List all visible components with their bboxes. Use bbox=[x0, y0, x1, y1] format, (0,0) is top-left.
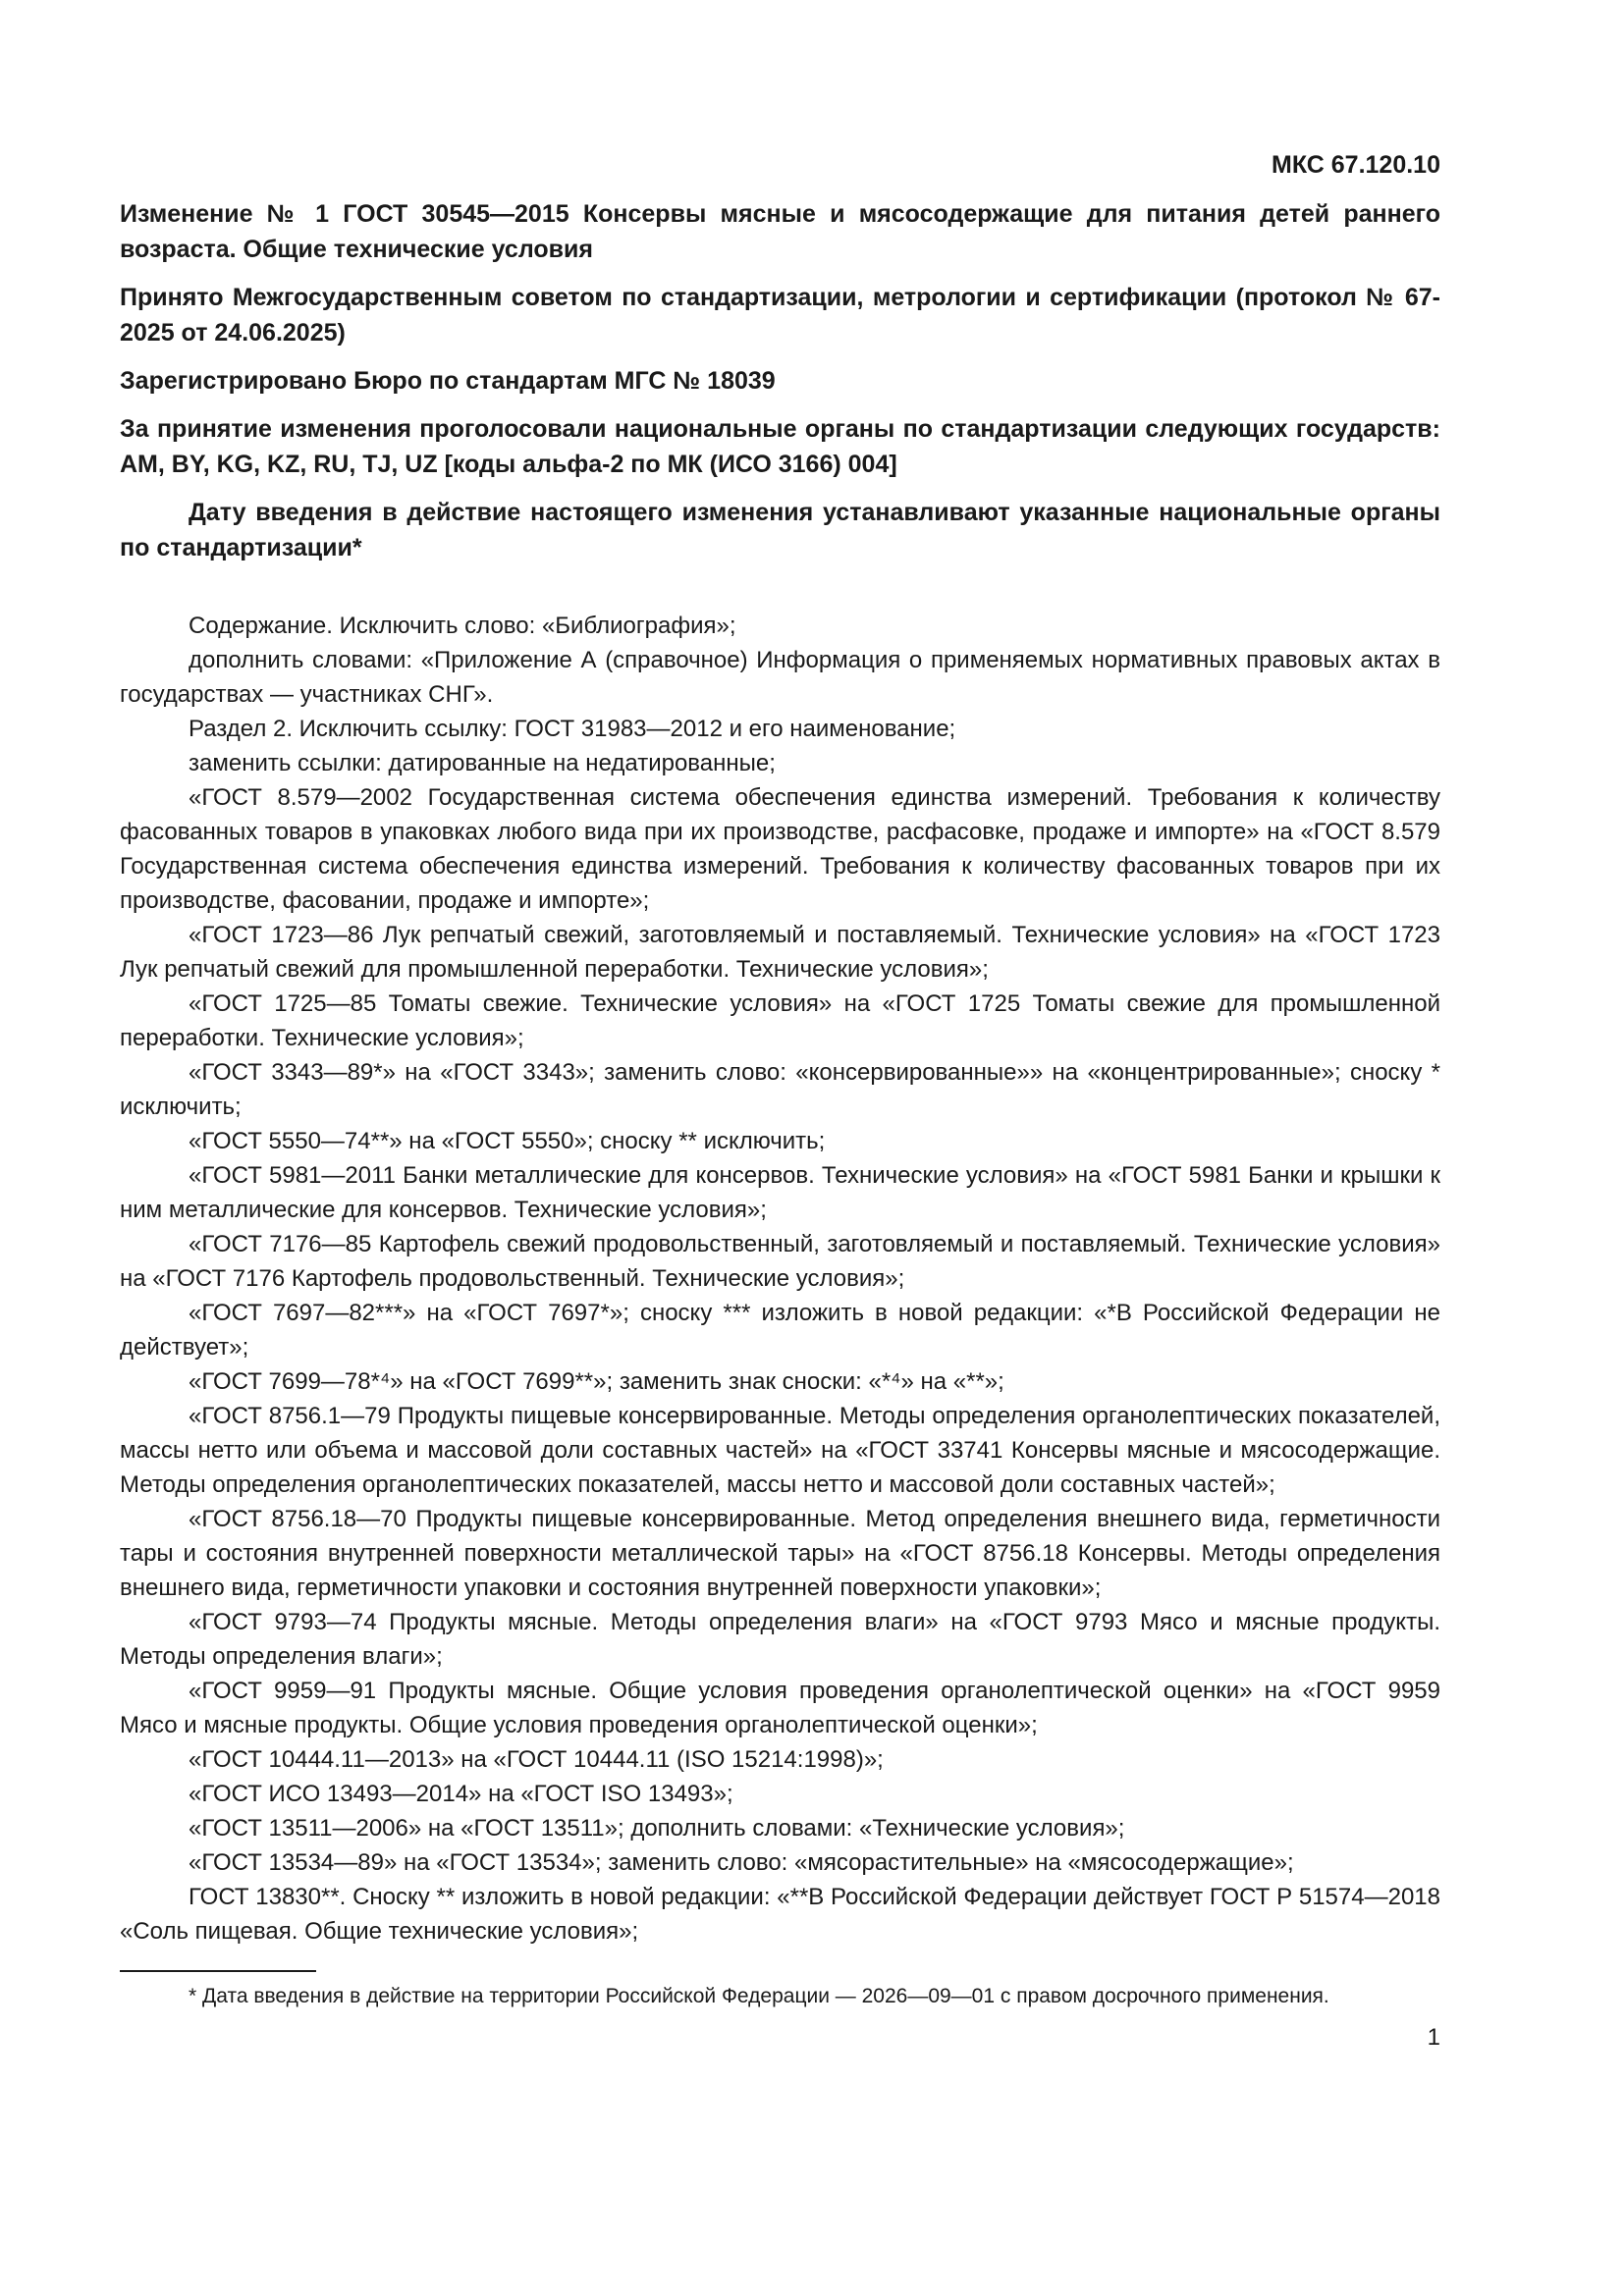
amendment-paragraph: «ГОСТ 7699—78*⁴» на «ГОСТ 7699**»; заменить знак сноски: «*⁴» на «**»; bbox=[189, 1368, 1004, 1395]
amendment-paragraph: заменить ссылки: датированные на недатированные; bbox=[189, 750, 776, 776]
amendment-paragraph: Раздел 2. Исключить ссылку: ГОСТ 31983—2012 и его наименование; bbox=[189, 716, 956, 742]
footnote: * Дата введения в действие на территории Российской Федерации — 2026—09—01 с правом досрочного применения. bbox=[189, 1985, 1329, 2007]
amendment-paragraph: «ГОСТ 13511—2006» на «ГОСТ 13511»; дополнить словами: «Технические условия»; bbox=[189, 1815, 1125, 1842]
amendment-paragraph: «ГОСТ 1725—85 Томаты свежие. Технические условия» на «ГОСТ 1725 Томаты свежие для промышленной переработки. Технические условия»; bbox=[120, 990, 1440, 1051]
amendment-paragraph: «ГОСТ 7176—85 Картофель свежий продовольственный, заготовляемый и поставляемый. Технические условия» на «ГОСТ 7176 Картофель продовольственный. Технические условия»; bbox=[120, 1231, 1440, 1292]
amendment-paragraph: «ГОСТ 8756.1—79 Продукты пищевые консервированные. Методы определения органолептических показателей, массы нетто или объема и массовой доли составных частей» на «ГОСТ 33741 Консервы мясные и мясосодержащие. Методы определения органолептических показателей, массы нетто и массовой доли составных частей»; bbox=[120, 1403, 1440, 1498]
amendment-paragraph: дополнить словами: «Приложение А (справочное) Информация о применяемых нормативных правовых актах в государствах — участниках СНГ». bbox=[120, 647, 1440, 708]
effective-date-statement: Дату введения в действие настоящего изменения устанавливают указанные национальные органы по стандартизации* bbox=[120, 499, 1440, 561]
mks-code: МКС 67.120.10 bbox=[1272, 151, 1440, 179]
voting-statement: За принятие изменения проголосовали национальные органы по стандартизации следующих государств: AM, BY, KG, KZ, RU, TJ, UZ [коды альфа-2 по МК (ИСО 3166) 004] bbox=[120, 415, 1440, 478]
registration-statement: Зарегистрировано Бюро по стандартам МГС № 18039 bbox=[120, 367, 776, 395]
amendment-paragraph: «ГОСТ 8.579—2002 Государственная система обеспечения единства измерений. Требования к количеству фасованных товаров в упаковках любого вида при их производстве, расфасовке, продаже и импорте» на «ГОСТ 8.579 Государственная система обеспечения единства измерений. Требования к количеству фасованных товаров при их производстве, фасовании, продаже и импорте»; bbox=[120, 784, 1440, 914]
amendment-body bbox=[120, 609, 1440, 1949]
amendment-paragraph: «ГОСТ 9959—91 Продукты мясные. Общие условия проведения органолептической оценки» на «ГОСТ 9959 Мясо и мясные продукты. Общие условия проведения органолептической оценки»; bbox=[120, 1678, 1440, 1738]
amendment-paragraph: «ГОСТ 3343—89*» на «ГОСТ 3343»; заменить слово: «консервированные»» на «концентрированные»; сноску * исключить; bbox=[120, 1059, 1440, 1120]
amendment-paragraph: «ГОСТ 10444.11—2013» на «ГОСТ 10444.11 (ISO 15214:1998)»; bbox=[189, 1746, 884, 1773]
amendment-paragraph: «ГОСТ 7697—82***» на «ГОСТ 7697*»; сноску *** изложить в новой редакции: «*В Российской Федерации не действует»; bbox=[120, 1300, 1440, 1361]
amendment-paragraph: Содержание. Исключить слово: «Библиография»; bbox=[189, 613, 736, 639]
document-page bbox=[120, 0, 1440, 2053]
amendment-paragraph: ГОСТ 13830**. Сноску ** изложить в новой редакции: «**В Российской Федерации действует ГОСТ Р 51574—2018 «Соль пищевая. Общие технические условия»; bbox=[120, 1884, 1440, 1945]
amendment-paragraph: «ГОСТ 9793—74 Продукты мясные. Методы определения влаги» на «ГОСТ 9793 Мясо и мясные продукты. Методы определения влаги»; bbox=[120, 1609, 1440, 1670]
amendment-paragraph: «ГОСТ ИСО 13493—2014» на «ГОСТ ISO 13493»; bbox=[189, 1781, 733, 1807]
amendment-paragraph: «ГОСТ 1723—86 Лук репчатый свежий, заготовляемый и поставляемый. Технические условия» на «ГОСТ 1723 Лук репчатый свежий для промышленной переработки. Технические условия»; bbox=[120, 922, 1440, 983]
page-number: 1 bbox=[1427, 2024, 1440, 2051]
amendment-paragraph: «ГОСТ 8756.18—70 Продукты пищевые консервированные. Метод определения внешнего вида, герметичности тары и состояния внутренней поверхности металлической тары» на «ГОСТ 8756.18 Консервы. Методы определения внешнего вида, герметичности упаковки и состояния внутренней поверхности упаковки»; bbox=[120, 1506, 1440, 1601]
footnote-divider bbox=[120, 1970, 316, 1972]
amendment-paragraph: «ГОСТ 13534—89» на «ГОСТ 13534»; заменить слово: «мясорастительные» на «мясосодержащие»; bbox=[189, 1849, 1294, 1876]
document-title: Изменение № 1 ГОСТ 30545—2015 Консервы мясные и мясосодержащие для питания детей раннего возраста. Общие технические условия bbox=[120, 200, 1440, 263]
adopted-statement: Принято Межгосударственным советом по стандартизации, метрологии и сертификации (протокол № 67-2025 от 24.06.2025) bbox=[120, 284, 1440, 347]
amendment-paragraph: «ГОСТ 5981—2011 Банки металлические для консервов. Технические условия» на «ГОСТ 5981 Банки и крышки к ним металлические для консервов. Технические условия»; bbox=[120, 1162, 1440, 1223]
amendment-paragraph: «ГОСТ 5550—74**» на «ГОСТ 5550»; сноску ** исключить; bbox=[189, 1128, 826, 1154]
